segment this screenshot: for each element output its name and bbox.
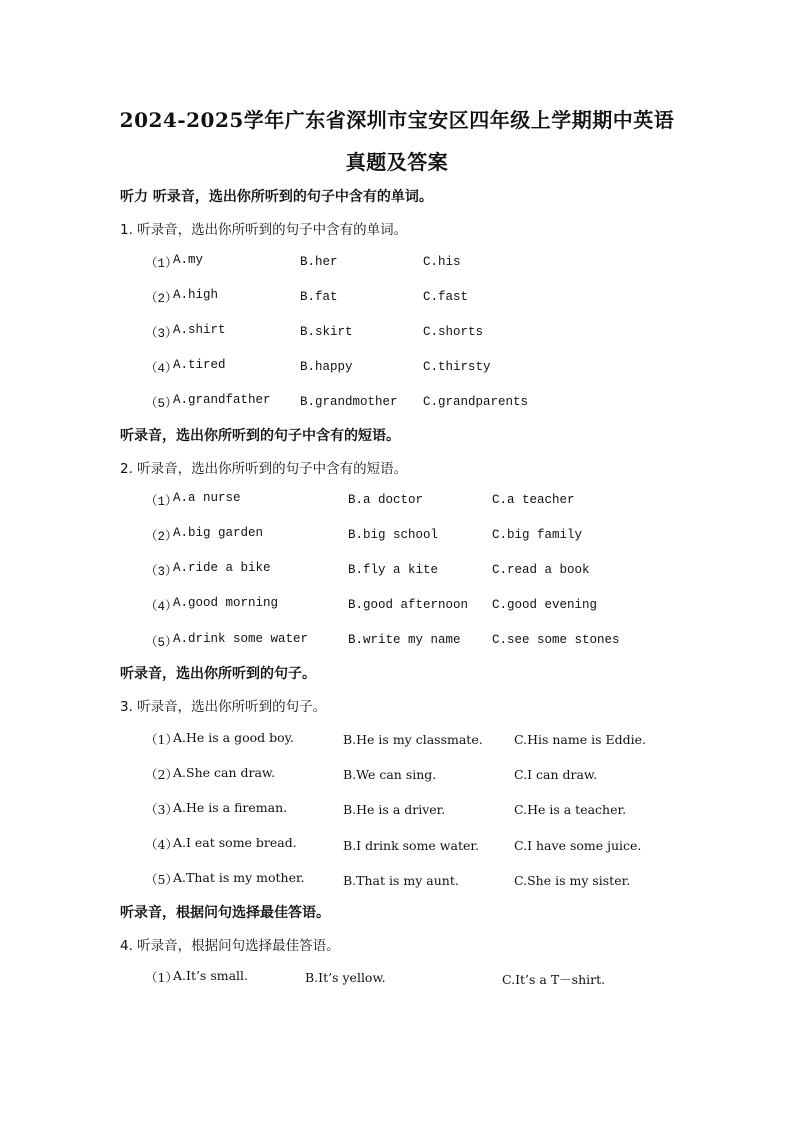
section-3-heading: 听录音，选出你所听到的句子。 (120, 666, 316, 682)
option-b: B.fly a kite (348, 563, 439, 577)
question-1: 1. 听录音，选出你所听到的句子中含有的单词。 (120, 222, 408, 238)
section-2-heading: 听录音，选出你所听到的句子中含有的短语。 (120, 428, 400, 444)
option-b: B.write my name (348, 633, 461, 647)
item-number: （1） (145, 970, 178, 985)
item-number: （5） (145, 636, 178, 650)
option-b: B.It’s yellow. (305, 970, 386, 985)
question-4: 4. 听录音，根据问句选择最佳答语。 (120, 938, 340, 954)
option-a: A.shirt (173, 323, 226, 337)
option-c: C.I have some juice. (514, 838, 642, 853)
document-title-line-2: 真题及答案 (345, 150, 449, 174)
section-1-heading: 听力 听录音，选出你所听到的句子中含有的单词。 (120, 189, 433, 205)
option-c: C.read a book (492, 563, 590, 577)
option-a: A.ride a bike (173, 561, 271, 575)
document-title-line-1: 2024-2025学年广东省深圳市宝安区四年级上学期期中英语 (119, 108, 675, 132)
option-a: A.tired (173, 358, 226, 372)
question-3: 3. 听录音，选出你所听到的句子。 (120, 699, 327, 715)
option-a: A.big garden (173, 526, 264, 540)
option-c: C.a teacher (492, 493, 575, 507)
item-number: （4） (145, 362, 178, 376)
option-c: C.It’s a T－shirt. (502, 972, 606, 987)
option-a: A.drink some water (173, 632, 309, 646)
option-b: B.fat (300, 290, 338, 304)
option-c: C.big family (492, 528, 583, 542)
option-a: A.good morning (173, 596, 279, 610)
option-b: B.her (300, 255, 338, 269)
item-number: （1） (145, 257, 178, 271)
item-number: （1） (145, 495, 178, 509)
item-number: （3） (145, 802, 178, 817)
item-number: （4） (145, 600, 178, 614)
option-b: B.big school (348, 528, 439, 542)
item-number: （1） (145, 732, 178, 747)
option-c: C.She is my sister. (514, 873, 631, 888)
item-number: （3） (145, 565, 178, 579)
option-c: C.shorts (423, 325, 484, 339)
option-a: A.That is my mother. (173, 870, 305, 885)
item-number: （5） (145, 872, 178, 887)
option-c: C.see some stones (492, 633, 620, 647)
option-b: B.We can sing. (343, 767, 437, 782)
option-b: B.happy (300, 360, 353, 374)
option-b: B.He is my classmate. (343, 732, 483, 747)
option-b: B.skirt (300, 325, 353, 339)
option-b: B.grandmother (300, 395, 398, 409)
option-b: B.good afternoon (348, 598, 469, 612)
option-a: A.high (173, 288, 219, 302)
section-4-heading: 听录音，根据问句选择最佳答语。 (120, 905, 330, 921)
option-b: B.I drink some water. (343, 838, 479, 853)
option-a: A.She can draw. (173, 765, 276, 780)
question-2: 2. 听录音，选出你所听到的句子中含有的短语。 (120, 461, 408, 477)
option-c: C.thirsty (423, 360, 491, 374)
option-a: A.He is a good boy. (173, 730, 295, 745)
item-number: （4） (145, 837, 178, 852)
option-c: C.grandparents (423, 395, 529, 409)
option-a: A.It’s small. (173, 968, 249, 983)
option-c: C.I can draw. (514, 767, 598, 782)
option-a: A.I eat some bread. (173, 835, 297, 850)
item-number: （2） (145, 292, 178, 306)
item-number: （2） (145, 767, 178, 782)
option-a: A.He is a fireman. (173, 800, 288, 815)
item-number: （5） (145, 397, 178, 411)
option-b: B.He is a driver. (343, 802, 446, 817)
option-c: C.good evening (492, 598, 598, 612)
option-c: C.His name is Eddie. (514, 732, 646, 747)
option-c: C.his (423, 255, 461, 269)
item-number: （3） (145, 327, 178, 341)
option-a: A.a nurse (173, 491, 241, 505)
option-c: C.He is a teacher. (514, 802, 627, 817)
option-c: C.fast (423, 290, 469, 304)
option-b: B.a doctor (348, 493, 424, 507)
option-b: B.That is my aunt. (343, 873, 459, 888)
option-a: A.grandfather (173, 393, 271, 407)
item-number: （2） (145, 530, 178, 544)
option-a: A.my (173, 253, 204, 267)
